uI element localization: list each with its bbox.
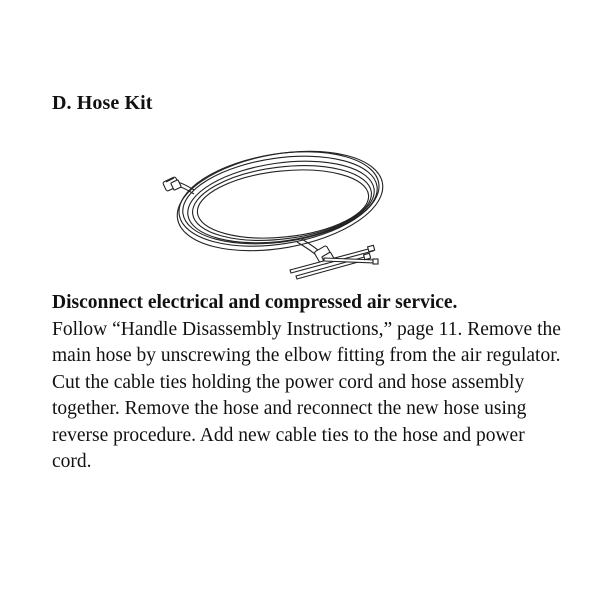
instructions-body: Follow “Handle Disassembly Instructions,” page 11. Remove the main hose by unscrewing the elbow fitting from the air regulator. Cut the cable ties holding the power cord and hose assembly together. Remove the hose and reconnect the new hose using reverse procedure. Add new cable ties to the hose and power cord. <box>52 318 561 472</box>
hose-kit-illustration <box>150 130 410 290</box>
hose-kit-figure <box>150 130 410 290</box>
instructions-text <box>52 290 562 476</box>
instructions-lead: Disconnect electrical and compressed air service. <box>52 292 458 313</box>
section-heading: D. Hose Kit <box>52 92 153 114</box>
